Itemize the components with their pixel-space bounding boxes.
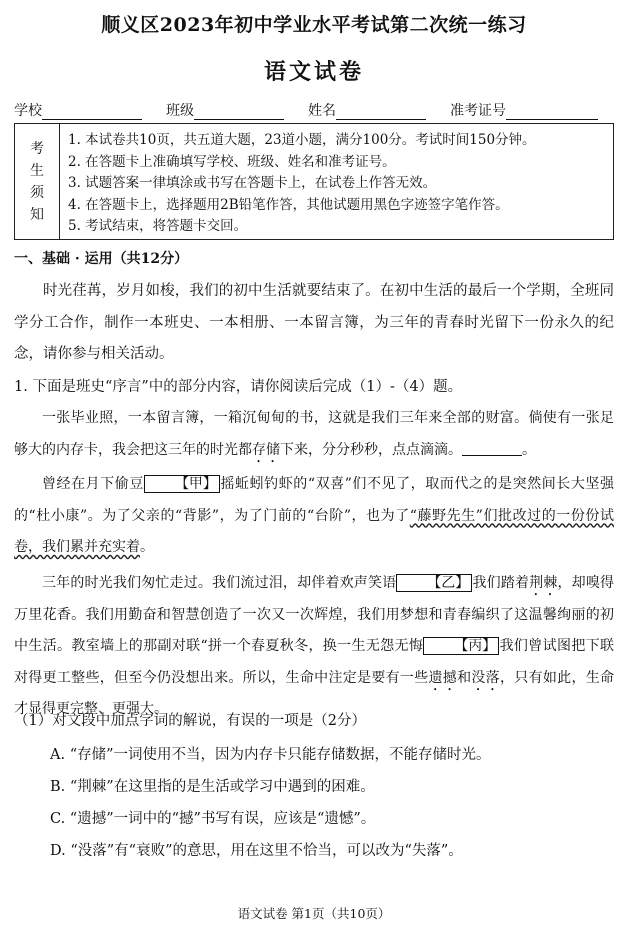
intro-paragraph: 时光荏苒，岁月如梭，我们的初中生活就要结束了。在初中生活的最后一个学期，全班同学分工合作，制作一本班史、一本相册、一本留言簿，为三年的青春时光留下一份永久的纪念，请你参与相关活动。 [14, 283, 614, 362]
student-info-row [14, 100, 618, 120]
option-a: A. “存储”一词使用不当，因为内存卡只能存储数据，不能存储时光。 [50, 747, 491, 763]
name-field: 姓名 [308, 100, 426, 120]
exam-id-blank [506, 105, 598, 120]
candidate-notice-box [14, 123, 614, 240]
exam-subtitle: 语文试卷 [263, 59, 364, 85]
sub-question-1: （1）对文段中加点字词的解说，有误的一项是（2分） [14, 713, 366, 729]
notice-item: 4. 在答题卡上，选择题用2B铅笔作答，其他试题用黑色字迹签字笔作答。 [68, 196, 509, 213]
answer-blank [462, 441, 522, 456]
notice-item: 3. 试题答案一律填涂或书写在答题卡上，在试卷上作答无效。 [68, 175, 437, 191]
question-1-prompt: 1. 下面是班史“序言”中的部分内容，请你阅读后完成（1）-（4）题。 [14, 379, 463, 395]
blank-yi: 【乙】 [396, 574, 472, 592]
exam-id-field: 准考证号 [450, 100, 598, 120]
notice-item: 1. 本试卷共10页，共五道大题，23道小题，满分100分。考试时间150分钟。 [68, 132, 536, 148]
dotted-word-yihan: 遗撼 [428, 669, 458, 686]
section-title: 一、基础 · 运用（共12分） [14, 251, 189, 267]
dotted-word-jingji: 荆棘 [529, 575, 558, 591]
option-d: D. “没落”有“衰败”的意思，用在这里不恰当，可以改为“失落”。 [50, 843, 463, 859]
class-blank [194, 105, 284, 120]
school-blank [42, 105, 142, 120]
notice-item: 2. 在答题卡上准确填写学校、班级、姓名和准考证号。 [68, 153, 396, 170]
name-blank [336, 105, 426, 120]
option-c: C. “遗撼”一词中的“撼”书写有误，应该是“遗憾”。 [50, 811, 376, 827]
page-footer: 语文试卷 第1页（共10页） [237, 906, 391, 921]
option-b: B. “荆棘”在这里指的是生活或学习中遇到的困难。 [50, 779, 375, 795]
blank-jia: 【甲】 [144, 475, 220, 493]
exam-title: 顺义区2023年初中学业水平考试第二次统一练习 [101, 14, 527, 36]
notice-item: 5. 考试结束，将答题卡交回。 [68, 218, 248, 234]
blank-bing: 【丙】 [423, 637, 499, 655]
wavy-underlined-sentence: “藤野先生”们批改过的一份份试卷，我们累并充实着 [14, 507, 614, 555]
notice-label: 考 生 须 知 [15, 124, 60, 239]
dotted-word-moluo: 没落 [471, 669, 500, 686]
dotted-word-cunchu: 存储 [252, 441, 280, 458]
passage-paragraph-1: 一张毕业照，一本留言簿，一箱沉甸甸的书，这就是我们三年来全部的财富。倘使有一张足够大的内存卡，我会把这三年的时光都存储下来，分分秒秒，点点滴滴。 。 [14, 410, 614, 458]
school-field: 学校 [14, 100, 142, 120]
passage-paragraph-3: 三年的时光我们匆忙走过。我们流过泪，却伴着欢声笑语 【乙】 我们踏着荆棘，却嗅得万里花香。我们用勤奋和智慧创造了一次又一次辉煌，我们用梦想和青春编织了这温馨绚丽的初中生活。教室墙上的那副对联“拼一个春夏秋冬，换一生无怨无悔 【丙】 我们曾试图把下联对得更工整些，但至今仍没想出来。所以，生命中注定是要有一些遗撼和没落，只有如此，生命才显得更完整、更强大。 [14, 575, 615, 717]
class-field: 班级 [166, 100, 284, 120]
notice-items [60, 124, 613, 239]
passage-paragraph-2: 曾经在月下偷豆 【甲】 摇蚯蚓钓虾的“双喜”们不见了，取而代之的是突然间长大坚强的“杜小康”。为了父亲的“背影”，为了门前的“台阶”，也为了“藤野先生”们批改过的一份份试卷，我们累并充实着。 [14, 476, 614, 555]
